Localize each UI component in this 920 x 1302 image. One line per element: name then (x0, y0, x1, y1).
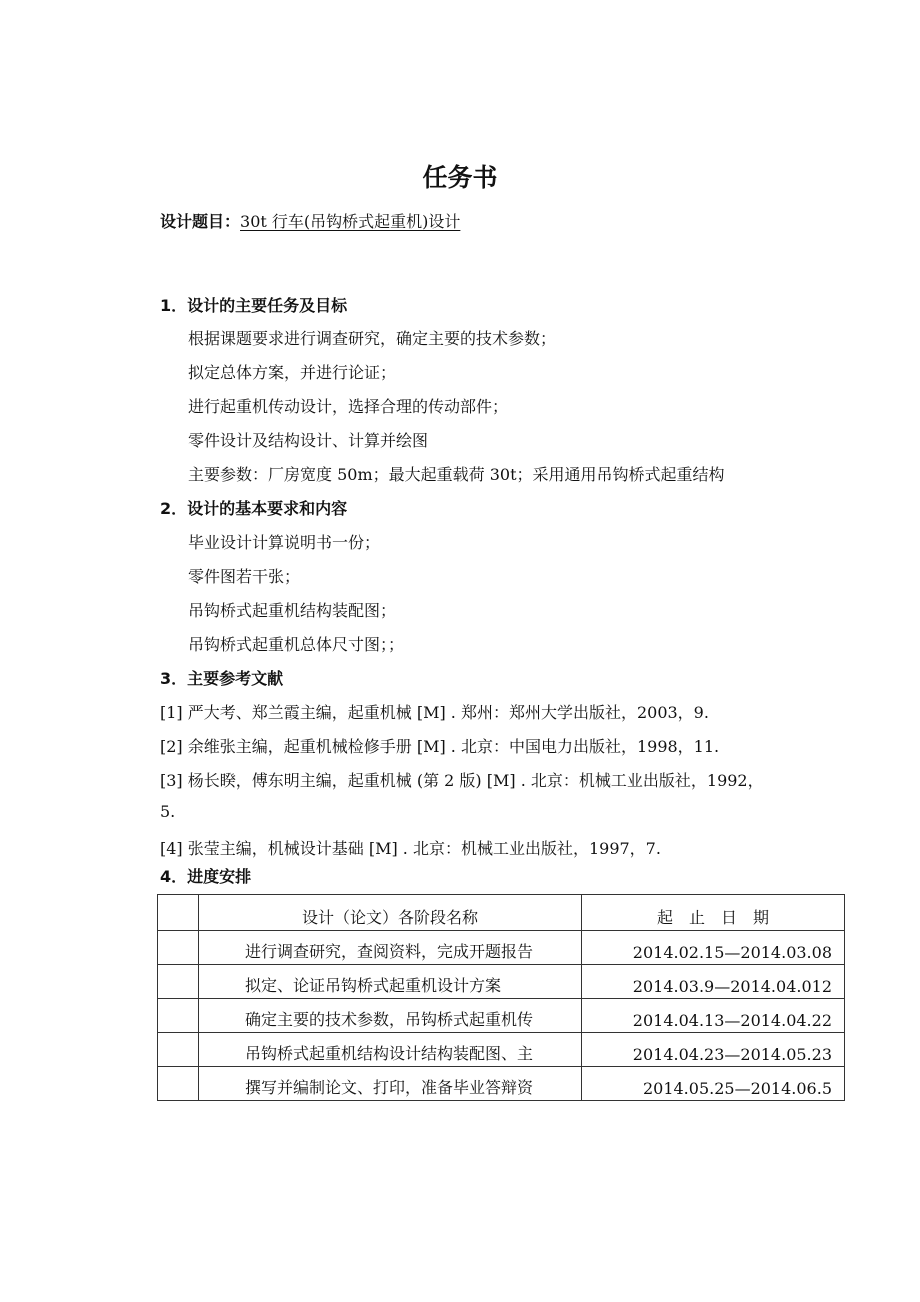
design-topic-label: 设计题目： (160, 212, 241, 231)
section-heading-requirements: 2．设计的基本要求和内容 (160, 499, 348, 518)
schedule-header-stage: 设计（论文）各阶段名称 (199, 895, 582, 931)
document-title: 任务书 (422, 163, 498, 192)
schedule-dates-cell: 2014.03.9—2014.04.012 (582, 965, 845, 999)
schedule-stage-cell: 吊钩桥式起重机结构设计结构装配图、主 (199, 1033, 582, 1067)
schedule-header-dates: 起 止 日 期 (582, 895, 845, 931)
schedule-row (158, 1033, 845, 1067)
reference-item: [2] 余维张主编，起重机械检修手册 [M] . 北京：中国电力出版社，1998，11. (160, 737, 720, 756)
requirement-item: 毕业设计计算说明书一份； (188, 533, 381, 552)
schedule-dates-cell: 2014.05.25—2014.06.5 (582, 1067, 845, 1101)
schedule-stage-cell: 确定主要的技术参数，吊钩桥式起重机传 (199, 999, 582, 1033)
schedule-header-blank (158, 895, 199, 931)
schedule-row (158, 999, 845, 1033)
task-item: 根据课题要求进行调查研究，确定主要的技术参数； (188, 329, 557, 348)
schedule-header-row (158, 895, 845, 931)
design-topic-value: 30t 行车(吊钩桥式起重机)设计 (240, 212, 461, 231)
reference-item: [1] 严大考、郑兰霞主编，起重机械 [M] . 郑州：郑州大学出版社，2003，9. (160, 703, 709, 722)
schedule-stage-cell: 撰写并编制论文、打印，准备毕业答辩资 (199, 1067, 582, 1101)
requirement-item: 吊钩桥式起重机结构装配图； (188, 601, 397, 620)
design-topic (160, 209, 460, 232)
schedule-row (158, 931, 845, 965)
schedule-row-index-cell (158, 999, 199, 1033)
schedule-stage-cell: 拟定、论证吊钩桥式起重机设计方案 (199, 965, 582, 999)
reference-item: [4] 张莹主编，机械设计基础 [M] . 北京：机械工业出版社，1997，7. (160, 839, 661, 858)
requirement-item: 零件图若干张； (188, 567, 301, 586)
schedule-dates-cell: 2014.04.23—2014.05.23 (582, 1033, 845, 1067)
task-item: 零件设计及结构设计、计算并绘图 (188, 431, 429, 450)
section-heading-tasks: 1．设计的主要任务及目标 (160, 296, 348, 315)
schedule-dates-cell: 2014.02.15—2014.03.08 (582, 931, 845, 965)
schedule-table (157, 894, 845, 1101)
task-item: 拟定总体方案，并进行论证； (188, 363, 397, 382)
reference-item: [3] 杨长睽，傅东明主编，起重机械 (第 2 版) [M] . 北京：机械工业出版社，1992， (160, 771, 764, 790)
schedule-stage-cell: 进行调查研究，查阅资料，完成开题报告 (199, 931, 582, 965)
schedule-row-index-cell (158, 931, 199, 965)
section-heading-schedule: 4．进度安排 (160, 867, 252, 886)
schedule-row-index-cell (158, 1033, 199, 1067)
requirement-item: 吊钩桥式起重机总体尺寸图；； (188, 635, 405, 654)
schedule-dates-cell: 2014.04.13—2014.04.22 (582, 999, 845, 1033)
schedule-row (158, 1067, 845, 1101)
schedule-row-index-cell (158, 1067, 199, 1101)
schedule-row-index-cell (158, 965, 199, 999)
section-heading-references: 3．主要参考文献 (160, 669, 284, 688)
reference-item-continuation: 5. (160, 802, 176, 821)
schedule-row (158, 965, 845, 999)
task-item: 进行起重机传动设计，选择合理的传动部件； (188, 397, 509, 416)
task-item: 主要参数：厂房宽度 50m；最大起重载荷 30t；采用通用吊钩桥式起重结构 (188, 465, 725, 484)
